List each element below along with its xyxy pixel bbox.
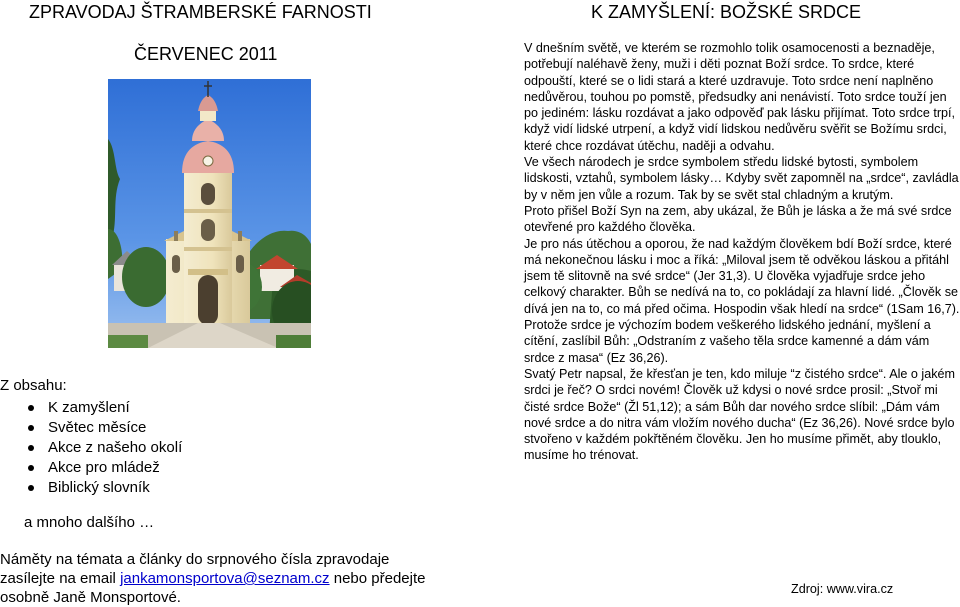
list-item: Světec měsíce <box>0 418 182 438</box>
article-paragraph: V dnešním světě, ve kterém se rozmohlo tolik osamocenosti a beznaděje, potřebují naléhavě ženy, muži i děti poznat Boží srdce. To srdce, které odpouští, které se o lidi stará a které uzdravuje. Toto srdce není naplněno nedůvěrou, touhou po pomstě, předsudky ani nenávistí. Toto srdce touží jen po jediném: lásku rozdávat a jako odpověď pak lásku přijímat. Toto srdce trpí, když vidí lidské utrpení, a když vidí lidskou nedůvěru svěřit se Božímu srdci, které chce rozdávat útěchu, naději a odvahu. <box>524 41 956 153</box>
article-title: K ZAMYŠLENÍ: BOŽSKÉ SRDCE <box>591 2 862 22</box>
contents-title: Z obsahu: <box>0 377 67 394</box>
article-paragraph: Proto přišel Boží Syn na zem, aby ukázal, že Bůh je láska a že má své srdce otevřené pro každého člověka. <box>524 203 952 235</box>
bullet-icon <box>28 425 34 431</box>
article-body <box>524 40 960 464</box>
bullet-icon <box>28 485 34 491</box>
article-paragraph: Ve všech národech je srdce symbolem středu lidské bytosti, symbolem lidskosti, vztahů, symbolem lásky… Kdyby svět zapomněl na „srdce“, zavládla by v něm jen vůle a rozum. Tak by se svět stal chladným a krutým. <box>524 155 959 202</box>
bullet-icon <box>28 405 34 411</box>
submission-notice: Náměty na témata a články do srpnového čísla zpravodaje zasílejte na email jankamonsportova@seznam.cz nebo předejte osobně Janě Monsportové. <box>0 551 426 606</box>
issue-month: ČERVENEC 2011 <box>134 44 278 64</box>
bullet-icon <box>28 465 34 471</box>
list-item: Biblický slovník <box>0 478 182 498</box>
article-paragraph: Svatý Petr napsal, že křesťan je ten, kdo miluje “z čistého srdce“. Ale o jakém srdci je řeč? O srdci novém! Člověk už kdysi o nové srdce prosil: „Stvoř mi čisté srdce Bože“ (Žl 51,12); a sám Bůh dar nového srdce slíbil: „Dám vám nové srdce a do nitra vám vložím nového ducha“ (Ez 36,26). Nové srdce bylo stvořeno v každém pokřtěném člověku. Jen ho musíme přimět, aby tlouklo, musíme ho trénovat. <box>524 366 956 463</box>
article-paragraph: Je pro nás útěchou a oporou, že nad každým člověkem bdí Boží srdce, které má nekonečnou lásku i moc a říká: „Miloval jsem tě odvěkou láskou a přitáhl jsem tě slitovně na své srdce“ (Jer 31,3). U člověka vyjadřuje srdce jeho celkový charakter. Bůh se nedívá na to, co pokládají za hlavní lidé. „Člověk se dívá jen na to, co má před očima. Hospodin však hledí na srdce“ (1Sam 16,7). Protože srdce je výchozím bodem veškerého lidského jednání, myšlení a cítění, zaslíbil Bůh: „Odstraním z vašeho těla srdce kamenné a dám vám srdce z masa“ (Ez 36,26). <box>524 236 960 365</box>
newsletter-title: ZPRAVODAJ ŠTRAMBERSKÉ FARNOSTI <box>29 2 372 22</box>
contents-more: a mnoho dalšího … <box>24 514 155 531</box>
email-link[interactable]: jankamonsportova@seznam.cz <box>120 570 330 587</box>
church-tower-photo <box>108 79 311 348</box>
list-item: K zamyšlení <box>0 398 182 418</box>
bullet-icon <box>28 445 34 451</box>
contents-list <box>0 398 182 498</box>
article-source: Zdroj: www.vira.cz <box>791 582 894 596</box>
list-item: Akce pro mládež <box>0 458 182 478</box>
list-item: Akce z našeho okolí <box>0 438 182 458</box>
